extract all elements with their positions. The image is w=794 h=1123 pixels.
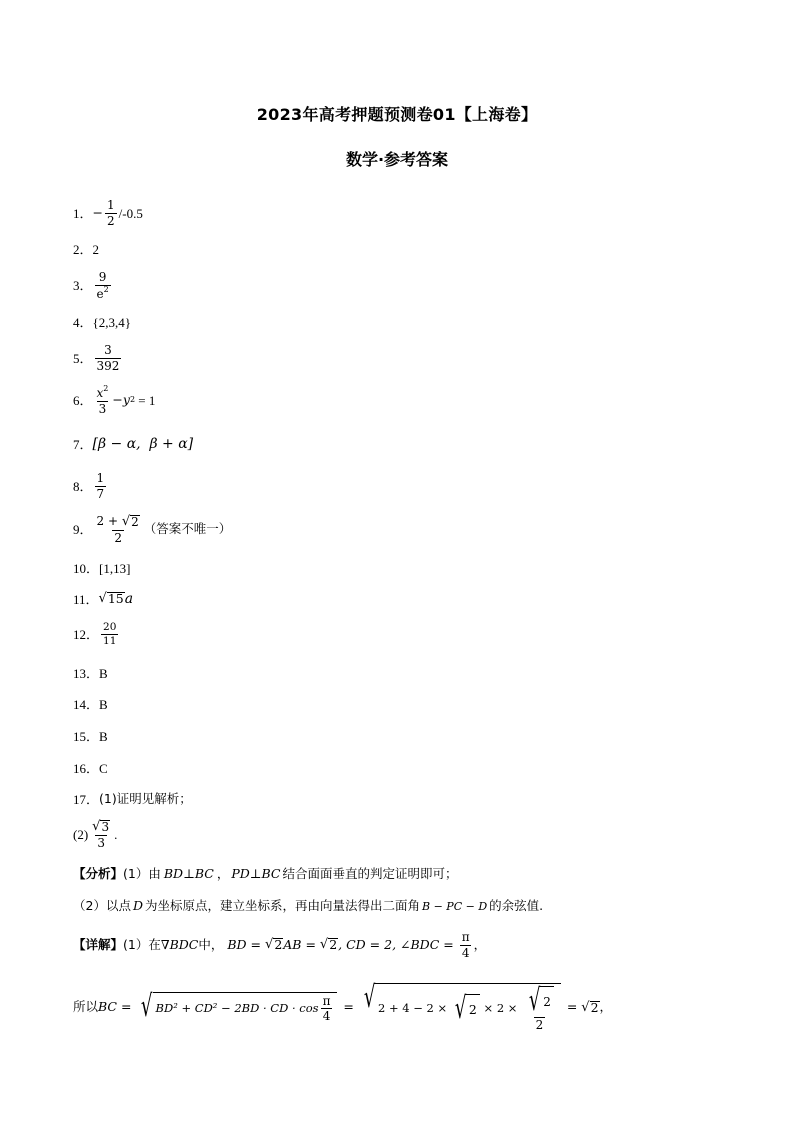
sqrt: √ 2	[581, 999, 599, 1015]
analysis-label: 【分析】	[73, 866, 124, 881]
text: 所以	[73, 999, 99, 1015]
base-e: e	[96, 286, 104, 301]
detail-line-2	[73, 980, 613, 1032]
text: ，	[599, 999, 613, 1015]
answer-part-1: (1)证明见解析；	[99, 791, 192, 807]
analysis-line-2	[73, 900, 543, 913]
question-number: 14．	[73, 697, 100, 712]
sqrt: √ 2	[121, 514, 139, 529]
answer-fraction	[90, 820, 112, 849]
answer-12	[73, 622, 120, 647]
fraction-numerator	[90, 820, 112, 835]
answer-value: {2,3,4}	[92, 315, 131, 330]
var-a: a	[124, 591, 134, 607]
fraction-numerator: 9	[98, 270, 107, 284]
big-sqrt-2: √ 2 + 4 − 2 × √ 2 × 2 × √ 2 2	[360, 983, 561, 1032]
math: ∇BDC	[160, 936, 199, 952]
math: AB =	[283, 936, 320, 952]
numerator-prefix: 2 +	[96, 514, 122, 528]
question-number: 9．	[73, 522, 93, 538]
question-number: 15．	[73, 729, 100, 744]
fraction-numerator	[95, 386, 111, 401]
text: ，	[216, 866, 230, 881]
sqrt: √ 15	[98, 591, 124, 607]
fraction-numerator: π	[322, 993, 331, 1008]
answer-4	[73, 316, 131, 329]
answer-8	[73, 472, 108, 500]
answer-value: B	[99, 729, 108, 744]
text: ，	[473, 936, 487, 952]
fraction-denominator: 4	[322, 1009, 331, 1024]
text: 的余弦值.	[489, 898, 544, 913]
fraction-numerator: 1	[107, 198, 115, 212]
answer-fraction	[101, 622, 118, 647]
radicand: 2	[274, 937, 283, 953]
answer-11	[73, 592, 133, 606]
answer-9	[73, 515, 231, 544]
question-number: 10．	[73, 561, 100, 576]
pi-over-4	[321, 995, 333, 1023]
answer-1	[73, 199, 143, 227]
pi-over-4	[460, 931, 472, 959]
math: BD =	[227, 936, 266, 952]
math: , CD = 2, ∠BDC =	[338, 936, 458, 952]
equals: =	[562, 999, 582, 1015]
sqrt: √ 3	[92, 819, 110, 834]
math: B − PC − D	[422, 899, 488, 913]
radicand: 2	[540, 986, 554, 1016]
question-number: 1．	[73, 205, 93, 221]
answer-3	[73, 271, 113, 300]
answer-value: C	[99, 761, 108, 776]
fraction-numerator	[95, 515, 142, 530]
analysis-line-1	[73, 868, 458, 881]
fraction-denominator: 392	[96, 358, 120, 373]
fraction-numerator: 1	[96, 471, 105, 485]
question-number: 12．	[73, 627, 100, 643]
text: （2）以点	[73, 898, 131, 913]
question-number: 3．	[73, 278, 93, 294]
question-number: 17．	[73, 792, 100, 807]
answer-value: [1,13]	[99, 561, 131, 576]
answer-sign: −	[92, 204, 103, 220]
fraction-numerator: 20	[103, 621, 117, 633]
answer-fraction	[105, 199, 117, 227]
question-number: 2．	[73, 242, 93, 257]
answer-14	[73, 698, 108, 711]
big-sqrt-1: √ BD² + CD² − 2BD · CD · cos $\frac{\pi}{4}$	[137, 992, 337, 1023]
answer-value: B	[99, 697, 108, 712]
text: 中，	[198, 936, 224, 952]
question-number: 16．	[73, 761, 100, 776]
fraction-denominator: 3	[98, 401, 107, 416]
equals-one: = 1	[135, 393, 156, 409]
answer-17	[73, 793, 192, 806]
fraction-numerator	[523, 983, 556, 1018]
answer-note: （答案不唯一）	[143, 521, 232, 537]
math: BD⊥BC	[163, 866, 214, 881]
answer-fraction	[95, 472, 107, 500]
fraction-numerator: 3	[104, 343, 112, 357]
radicand: 2	[466, 994, 480, 1024]
answer-fraction	[95, 386, 111, 415]
fraction-denominator: 7	[96, 486, 105, 501]
text: (1）在	[123, 936, 161, 952]
var-y: y	[122, 392, 130, 408]
text: 为坐标原点，建立坐标系，再由向量法得出二面角	[144, 898, 420, 913]
question-number: 13．	[73, 666, 100, 681]
answer-fraction	[95, 271, 111, 300]
answer-fraction	[95, 344, 122, 372]
radicand: BD² + CD² − 2BD · CD · cos	[155, 1001, 319, 1016]
fraction-denominator: 2	[114, 530, 122, 545]
answer-fraction	[95, 515, 142, 544]
answer-17-part-2	[73, 820, 117, 849]
sqrt: √ 2	[451, 994, 480, 1024]
period: .	[114, 827, 118, 843]
radicand: 2	[590, 999, 599, 1015]
math: BC =	[98, 999, 136, 1015]
answer-13	[73, 667, 108, 680]
radicand: 3	[101, 820, 110, 834]
part-label: (2)	[73, 827, 89, 843]
sqrt: √ 2	[319, 937, 338, 953]
answer-16	[73, 762, 108, 775]
sqrt2-over-2	[523, 983, 556, 1032]
page-subtitle: 数学·参考答案	[345, 150, 449, 169]
var-x: x	[96, 386, 104, 400]
radicand: 2	[131, 515, 139, 529]
fraction-denominator: 2	[535, 1018, 544, 1032]
sqrt: √ 2	[265, 937, 283, 953]
exponent: 2	[103, 284, 109, 294]
exponent: 2	[129, 394, 136, 404]
fraction-denominator: 4	[461, 945, 470, 960]
question-number: 8．	[73, 478, 93, 494]
answer-value: B	[99, 666, 108, 681]
minus-sign: −	[112, 392, 123, 408]
text: (1）由	[123, 866, 161, 881]
answer-value: 2	[92, 242, 100, 257]
detail-label: 【详解】	[73, 936, 124, 952]
math: PD⊥BC	[231, 866, 281, 881]
answer-2	[73, 243, 99, 256]
math: D	[132, 898, 143, 913]
answer-alt: /-0.5	[118, 205, 143, 221]
radicand: 2	[329, 937, 338, 953]
fraction-numerator: π	[461, 930, 470, 944]
radicand-part: × 2 ×	[479, 1001, 522, 1016]
question-number: 11．	[73, 591, 99, 607]
question-number: 4．	[73, 315, 93, 330]
question-number: 7．	[73, 436, 93, 452]
question-number: 5．	[73, 350, 93, 366]
question-number: 6．	[73, 393, 93, 409]
answer-10	[73, 562, 130, 575]
answer-15	[73, 730, 108, 743]
answer-interval: [β − α, β + α]	[92, 436, 194, 452]
fraction-denominator	[95, 285, 111, 301]
answer-5	[73, 344, 123, 372]
fraction-denominator: 2	[107, 213, 115, 228]
detail-line-1	[73, 931, 486, 959]
exponent: 2	[103, 384, 109, 393]
answer-7	[73, 437, 193, 451]
page-title: 2023年高考押题预测卷01【上海卷】	[256, 105, 538, 124]
radicand: 15	[107, 591, 124, 607]
text: 结合面面垂直的判定证明即可；	[282, 866, 458, 881]
fraction-denominator: 3	[97, 835, 105, 850]
answer-6	[73, 386, 155, 415]
radicand-part: 2 + 4 − 2 ×	[378, 1001, 451, 1016]
fraction-denominator: 11	[103, 635, 117, 648]
sqrt: √ 2	[525, 986, 554, 1016]
equals: =	[339, 999, 358, 1015]
